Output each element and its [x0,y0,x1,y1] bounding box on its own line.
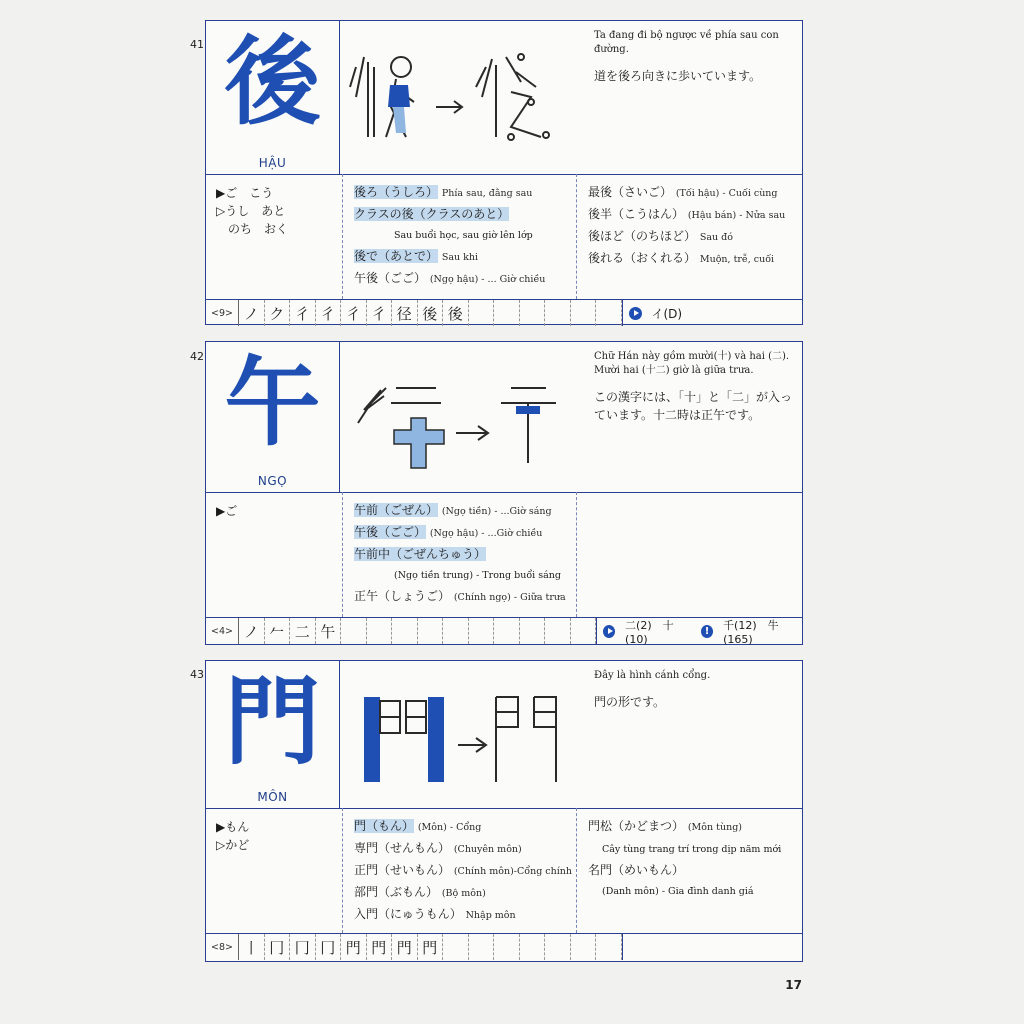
vocab-item: 門松（かどまつ） (Môn tùng) [588,819,742,833]
mnemonic-description [594,350,802,424]
reading: ▷かど [216,838,250,852]
stroke-blank [545,934,571,960]
stroke-count: <4> [206,618,239,644]
vocab-item: 最後（さいご） (Tối hậu) - Cuối cùng [588,185,778,199]
stroke-step: 二 [290,618,316,644]
page-number: 17 [785,978,802,992]
kanji-box [206,661,340,808]
stroke-count: <9> [206,300,239,326]
stroke-blank [494,618,520,644]
kanji-character: 門 [224,665,321,778]
stroke-order-row [206,299,802,326]
vocab-list-right [588,816,798,902]
vocab-list-left [354,500,574,608]
readings [216,184,288,238]
stroke-step: 丨 [239,934,265,960]
stroke-blank [443,934,469,960]
stroke-step: 彳 [367,300,393,326]
kanji-box [206,21,340,174]
reading: ▶ご こう [216,186,274,200]
stroke-blank [520,618,546,644]
kanji-character: 後 [224,25,321,138]
mnemonic-illustration [346,667,571,792]
stroke-blank [494,934,520,960]
vocab-list-left [354,182,574,290]
stroke-blank [571,934,597,960]
vocab-item: 午前中（ごぜんちゅう） [354,547,487,561]
reference-text-2: 千(12) 牛(165) [723,618,779,646]
description-vi: Ta đang đi bộ ngược về phía sau con đường. [594,30,779,55]
stroke-step: 径 [392,300,418,326]
kanji-box [206,342,340,492]
vocab-item: 正午（しょうご） (Chính ngọ) - Giữa trưa [354,589,566,603]
readings [216,502,237,520]
vocab-item: 後で（あとで） Sau khi [354,249,479,263]
stroke-blank [367,618,393,644]
kanji-card-42 [205,341,803,645]
vocab-item: Sau buổi học, sau giờ lên lớp [394,230,533,241]
vocab-item: (Danh môn) - Gia đình danh giá [602,886,754,897]
mnemonic-illustration [346,348,571,473]
stroke-blank [545,300,571,326]
description-jp: この漢字には、「十」と「二」が入っています。十二時は正午です。 [594,390,793,422]
vocab-item: 後半（こうはん） (Hậu bán) - Nửa sau [588,207,786,221]
vocab-item: 後れる（おくれる） Muộn, trễ, cuối [588,251,775,265]
stroke-blank [469,618,495,644]
kanji-reading-label: NGỌ [257,474,288,488]
stroke-blank [596,300,622,326]
stroke-step: ク [265,300,291,326]
description-jp: 道を後ろ向きに歩いています。 [594,69,762,83]
card-header [206,342,802,493]
vocab-item: 午後（ごご） (Ngọ hậu) - ... Giờ chiều [354,271,546,285]
stroke-step: 後 [443,300,469,326]
stroke-blank [418,618,444,644]
stroke-blank [494,300,520,326]
vocab-item: 午後（ごご） (Ngọ hậu) - ...Giờ chiều [354,525,543,539]
stroke-blank [392,618,418,644]
vocab-item: (Ngọ tiền trung) - Trong buổi sáng [394,570,561,581]
stroke-blank [469,934,495,960]
card-number: 41 [190,38,204,51]
stroke-step: 冂 [290,934,316,960]
stroke-blank [469,300,495,326]
mnemonic-description [594,669,802,711]
stroke-step: 午 [316,618,342,644]
stroke-blank [341,618,367,644]
stroke-count: <8> [206,934,239,960]
vocab-item: 部門（ぶもん） (Bộ môn) [354,885,486,899]
stroke-step: 彳 [316,300,342,326]
vocab-item: 後ろ（うしろ） Phía sau, đằng sau [354,185,533,199]
stroke-blank [520,300,546,326]
description-vi: Đây là hình cánh cổng. [594,670,711,681]
reading: ▶ご [216,504,238,518]
reading: ▶もん [216,820,250,834]
stroke-step: 門 [392,934,418,960]
stroke-blank [443,618,469,644]
vocab-item: 門（もん） (Môn) - Cổng [354,819,482,833]
stroke-blank [545,618,571,644]
reading: のち おく [216,222,289,236]
divider [342,174,343,299]
stroke-step: ノ [239,618,265,644]
play-icon [629,307,642,320]
description-jp: 門の形です。 [594,695,666,709]
vocab-item: クラスの後（クラスのあと） [354,207,510,221]
stroke-step: 彳 [290,300,316,326]
card-body [206,174,802,299]
kanji-character: 午 [224,346,321,459]
kanji-reading-label: MÔN [257,790,288,804]
divider [576,808,577,933]
stroke-order-row [206,617,802,644]
vocab-item: 後ほど（のちほど） Sau đó [588,229,733,243]
stroke-step: ノ [239,300,265,326]
divider [342,808,343,933]
stroke-blank [571,300,597,326]
stroke-order-row [206,933,802,960]
card-header [206,661,802,809]
divider [576,174,577,299]
vocab-item: 午前（ごぜん） (Ngọ tiền) - ...Giờ sáng [354,503,552,517]
card-header [206,21,802,175]
component-reference [596,618,802,644]
kanji-reading-label: HẬU [258,156,287,170]
vocab-item: 専門（せんもん） (Chuyên môn) [354,841,522,855]
vocab-item: 入門（にゅうもん） Nhập môn [354,907,516,921]
mnemonic-illustration [346,27,571,152]
stroke-step: 冂 [265,934,291,960]
stroke-step: 後 [418,300,444,326]
stroke-step: 門 [341,934,367,960]
stroke-step: 冂 [316,934,342,960]
reference-text: 二(2) 十(10) [625,618,674,646]
stroke-blank [571,618,597,644]
reference-text: イ(D) [651,306,683,321]
stroke-blank [520,934,546,960]
stroke-step: 彳 [341,300,367,326]
divider [576,492,577,617]
reading: ▷うし あと [216,204,286,218]
stroke-step: 𠂉 [265,618,291,644]
attention-icon: ! [701,625,713,638]
readings [216,818,249,854]
vocab-list-right [588,182,798,270]
component-reference [622,934,803,960]
kanji-card-43 [205,660,803,962]
mnemonic-description [594,29,802,85]
vocab-item: 名門（めいもん） [588,863,685,877]
card-number: 43 [190,668,204,681]
card-number: 42 [190,350,204,363]
card-body [206,492,802,617]
vocab-item: Cây tùng trang trí trong dịp năm mới [602,844,782,855]
stroke-step: 門 [418,934,444,960]
description-vi: Chữ Hán này gồm mười(十) và hai (二). Mười hai (十二) giờ là giữa trưa. [594,351,790,376]
card-body [206,808,802,933]
stroke-blank [596,934,622,960]
vocab-item: 正門（せいもん） (Chính môn)-Cổng chính [354,863,573,877]
kanji-card-41 [205,20,803,325]
vocab-list-left [354,816,574,926]
stroke-step: 門 [367,934,393,960]
play-icon [603,625,615,638]
divider [342,492,343,617]
component-reference [622,300,803,326]
